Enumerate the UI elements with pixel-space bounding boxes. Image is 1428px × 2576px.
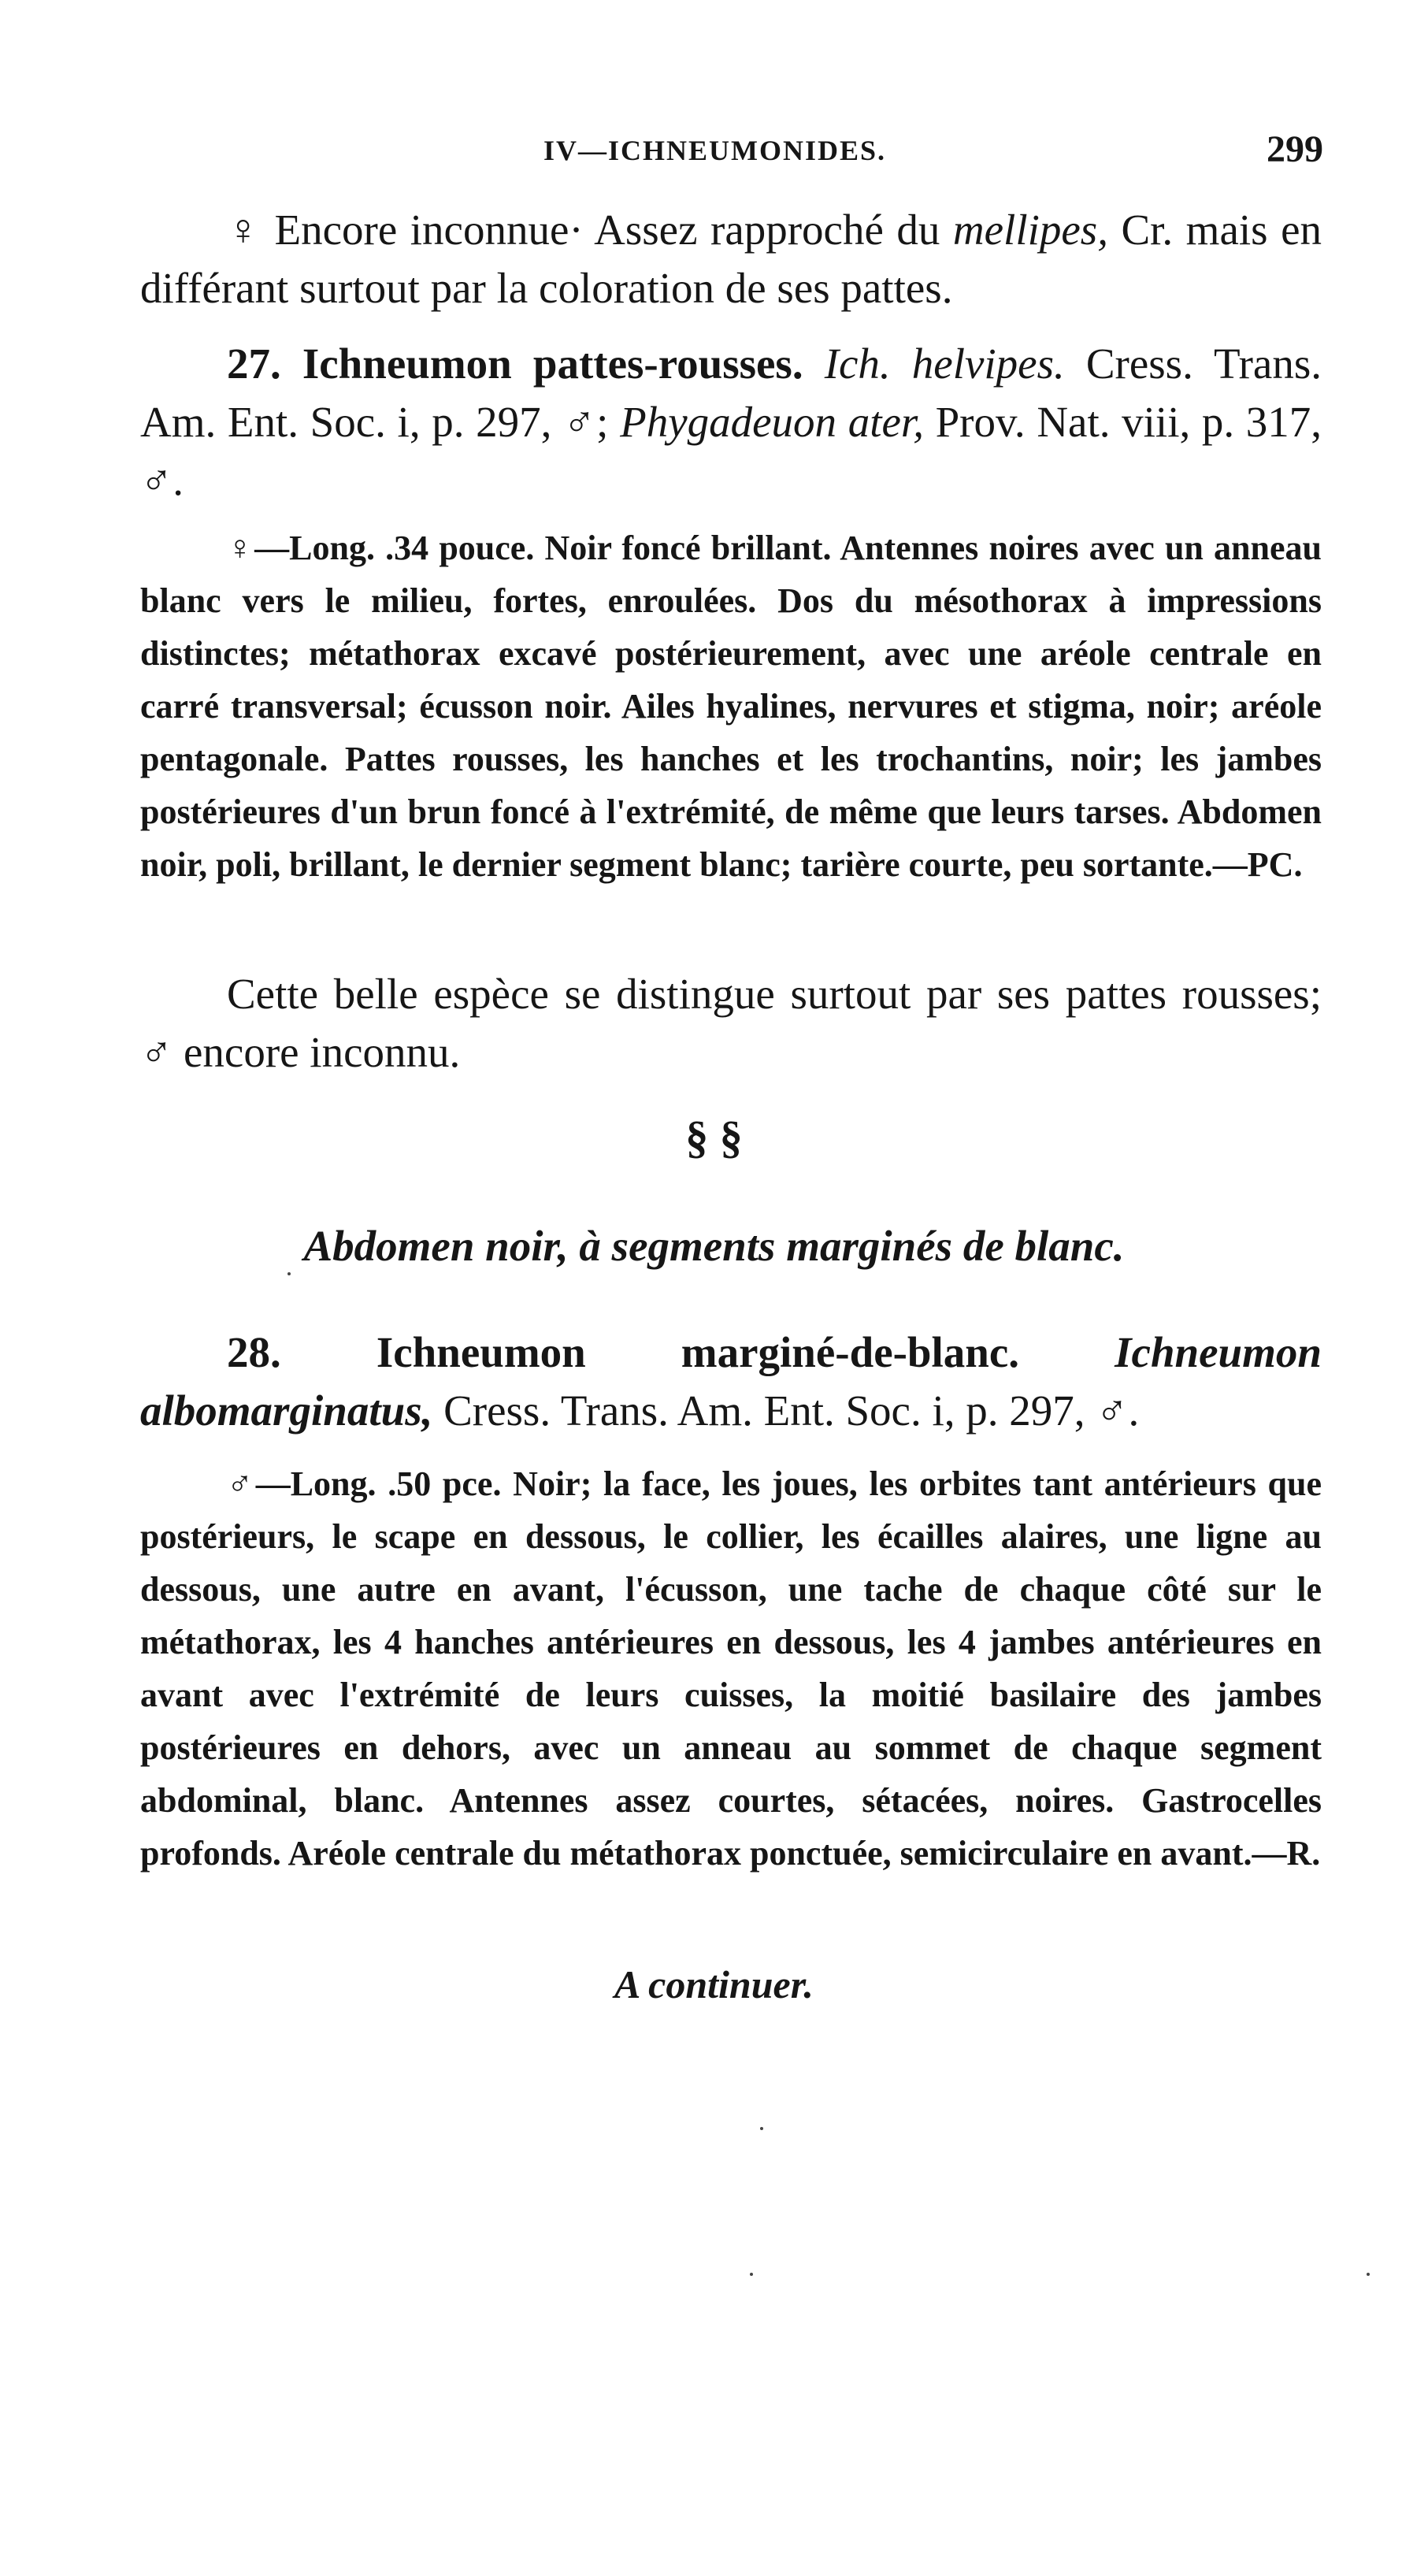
species-27-synonym-1: Ich. helvipes. xyxy=(824,340,1065,388)
page-number: 299 xyxy=(1267,128,1323,170)
running-head xyxy=(142,128,1323,173)
species-27-synonym-1-ref: Cress. Trans. Am. Ent. Soc. i, p. 297, ♂; xyxy=(140,340,1322,446)
species-27-name: 27. Ichneumon pattes-rousses. xyxy=(227,340,803,388)
species-27-synonym-2-ref: Prov. Nat. viii, p. 317, ♂. xyxy=(140,398,1322,504)
species-28-heading xyxy=(140,1323,1322,1440)
species-28-name: 28. Ichneumon marginé-de-blanc. xyxy=(227,1328,1020,1376)
running-title: IV—ICHNEUMONIDES. xyxy=(543,135,887,166)
section-mark: § § xyxy=(685,1112,743,1163)
speck xyxy=(1367,2273,1370,2276)
species-27-heading xyxy=(140,335,1322,510)
species-28-description: ♂—Long. .50 pce. Noir; la face, les joues, les orbites tant antérieurs que postérieurs, le scape en dessous, le collier, les écailles alaires, une ligne au dessous, une autre en avant, l'écusson, une tache de chaque côté sur le métathorax, les 4 hanches antérieures en dessous, les 4 jambes antérieures en avant avec l'extrémité de leurs cuisses, la moitié basilaire des jambes postérieures en dehors, avec un anneau au sommet de chaque segment abdominal, blanc. Antennes assez courtes, sétacées, noires. Gastrocelles profonds. Aréole centrale du métathorax ponctuée, semicirculaire en avant.—R. xyxy=(140,1464,1322,1873)
female-note-italic: mellipes, xyxy=(952,206,1108,254)
species-27-remark: Cette belle espèce se distingue surtout par ses pattes rousses; ♂ encore inconnu. xyxy=(140,970,1322,1076)
section-heading: Abdomen noir, à segments marginés de blanc. xyxy=(303,1222,1125,1270)
species-28-synonym: Ichneumon albomarginatus, xyxy=(140,1328,1322,1435)
species-28-synonym-ref: Cress. Trans. Am. Ent. Soc. i, p. 297, ♂. xyxy=(432,1386,1140,1435)
to-be-continued: A continuer. xyxy=(614,1962,814,2006)
species-27-description: ♀—Long. .34 pouce. Noir foncé brillant. Antennes noires avec un anneau blanc vers le milieu, fortes, enroulées. Dos du mésothorax à impressions distinctes; métathorax excavé postérieurement, avec une aréole centrale en carré transversal; écusson noir. Ailes hyalines, nervures et stigma, noir; aréole pentagonale. Pattes rousses, les hanches et les trochantins, noir; les jambes postérieures d'un brun foncé à l'extrémité, de même que leurs tarses. Abdomen noir, poli, brillant, le dernier segment blanc; tarière courte, peu sortante.—PC. xyxy=(140,529,1322,884)
female-note-tail: Cr. mais en différant surtout par la coloration de ses pattes. xyxy=(140,206,1322,312)
female-note-paragraph xyxy=(140,201,1322,317)
speck xyxy=(750,2273,753,2276)
species-27-synonym-2: Phygadeuon ater, xyxy=(620,398,924,446)
speck xyxy=(760,2127,763,2130)
speck xyxy=(287,1272,291,1275)
female-note-text: ♀ Encore inconnue· Assez rapproché du xyxy=(227,206,953,254)
